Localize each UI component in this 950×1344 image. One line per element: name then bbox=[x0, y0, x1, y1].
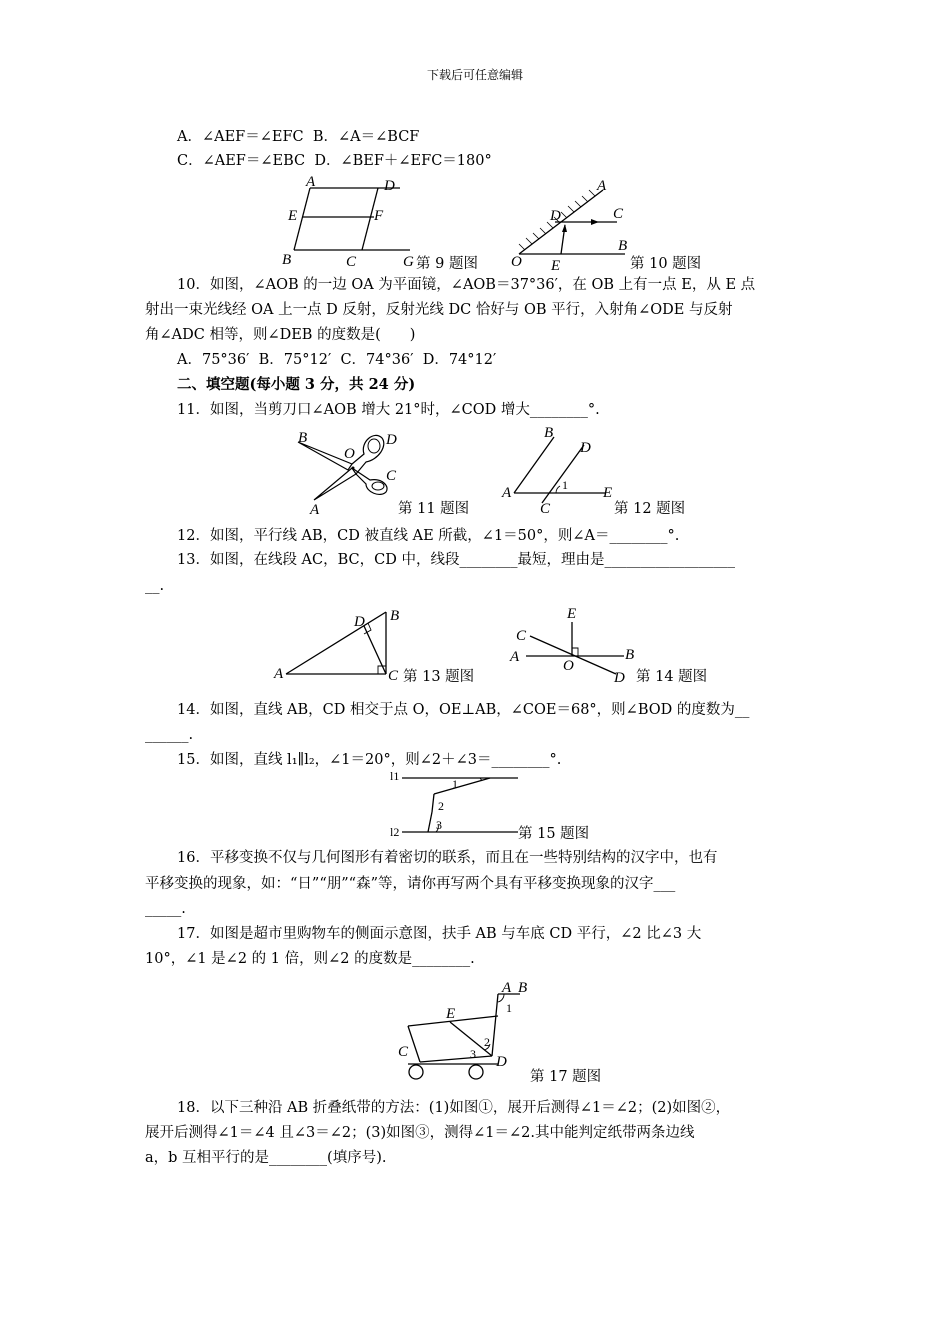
fig12-label-1: 1 bbox=[562, 478, 568, 492]
fig9-label-c: C bbox=[346, 254, 357, 270]
q9-options-ab: A．∠AEF＝∠EFC B．∠A＝∠BCF bbox=[177, 129, 420, 145]
fig17-label-d: D bbox=[496, 1054, 507, 1070]
fig17-label-b: B bbox=[518, 980, 528, 996]
q11-text: 11．如图，当剪刀口∠AOB 增大 21°时，∠COD 增大________°. bbox=[177, 402, 600, 418]
page-header: 下载后可任意编辑 bbox=[426, 68, 523, 82]
q16-line-2: 平移变换的现象，如：“日”“朋”“森”等，请你再写两个具有平移变换现象的汉字___ bbox=[145, 876, 676, 892]
fig17-label-e: E bbox=[446, 1006, 456, 1022]
q18-line-3: a，b 互相平行的是________(填序号). bbox=[145, 1150, 387, 1166]
fig9-label-g: G bbox=[403, 254, 414, 270]
q10-line-3: 角∠ADC 相等，则∠DEB 的度数是( ) bbox=[145, 327, 416, 343]
fig14-label-c: C bbox=[516, 628, 527, 644]
caption-fig12: 第 12 题图 bbox=[614, 501, 686, 517]
q13-line-2: __. bbox=[145, 578, 165, 594]
fig10-label-c: C bbox=[613, 206, 624, 222]
fig17-label-a: A bbox=[502, 980, 512, 996]
fig12-label-d: D bbox=[580, 440, 591, 456]
fig17-label-1: 1 bbox=[506, 1001, 512, 1015]
q18-line-1: 18．以下三种沿 AB 折叠纸带的方法：(1)如图①，展开后测得∠1＝∠2；(2)如图②， bbox=[177, 1100, 731, 1116]
fig12-label-c: C bbox=[540, 501, 551, 517]
fig11-label-b: B bbox=[298, 430, 308, 446]
fig12-label-e: E bbox=[603, 485, 613, 501]
caption-fig9: 第 9 题图 bbox=[416, 256, 478, 272]
q10-line-2: 射出一束光线经 OA 上一点 D 反射，反射光线 DC 恰好与 OB 平行，入射角∠ODE 与反射 bbox=[145, 302, 733, 318]
figure-13 bbox=[272, 604, 400, 686]
fig9-label-d: D bbox=[384, 178, 395, 194]
fig12-label-a: A bbox=[502, 485, 512, 501]
fig10-label-d: D bbox=[550, 208, 561, 224]
fig9-label-b: B bbox=[282, 252, 292, 268]
fig12-label-b: B bbox=[544, 425, 554, 441]
fig15-label-3: 3 bbox=[436, 818, 442, 832]
caption-fig14: 第 14 题图 bbox=[636, 669, 708, 685]
figure-12 bbox=[500, 425, 620, 515]
q10-line-1: 10．如图，∠AOB 的一边 OA 为平面镜，∠AOB＝37°36′，在 OB 上有一点 E，从 E 点 bbox=[177, 277, 756, 293]
fig11-label-d: D bbox=[386, 432, 397, 448]
caption-fig15: 第 15 题图 bbox=[518, 826, 590, 842]
caption-fig17: 第 17 题图 bbox=[530, 1069, 602, 1085]
caption-fig11: 第 11 题图 bbox=[398, 501, 470, 517]
fig11-label-a: A bbox=[310, 502, 320, 518]
fig11-label-c: C bbox=[386, 468, 397, 484]
fig9-label-f: F bbox=[374, 208, 384, 224]
q12-text: 12．如图，平行线 AB，CD 被直线 AE 所截，∠1＝50°，则∠A＝________°. bbox=[177, 528, 680, 544]
fig14-label-e: E bbox=[567, 606, 577, 622]
section-2-heading: 二、填空题(每小题 3 分，共 24 分) bbox=[177, 376, 416, 393]
fig14-label-o: O bbox=[563, 658, 574, 674]
fig11-label-o: O bbox=[344, 446, 355, 462]
q16-line-3: _____. bbox=[145, 901, 186, 917]
figure-15 bbox=[388, 768, 523, 848]
q9-options-cd: C．∠AEF＝∠EBC D．∠BEF＋∠EFC＝180° bbox=[177, 153, 492, 169]
fig9-label-a: A bbox=[306, 174, 316, 190]
figure-9 bbox=[280, 172, 420, 272]
fig15-label-1: 1 bbox=[452, 777, 458, 791]
fig10-label-b: B bbox=[618, 238, 628, 254]
fig14-label-b: B bbox=[625, 647, 635, 663]
caption-fig13: 第 13 题图 bbox=[403, 669, 475, 685]
q14-line-2: ______. bbox=[145, 727, 194, 743]
fig17-label-c: C bbox=[398, 1044, 409, 1060]
caption-fig10: 第 10 题图 bbox=[630, 256, 702, 272]
fig9-label-e: E bbox=[288, 208, 298, 224]
fig13-label-c: C bbox=[388, 668, 399, 684]
fig13-label-d: D bbox=[354, 614, 365, 630]
fig15-label-l1: l1 bbox=[390, 769, 400, 783]
fig17-label-2: 2 bbox=[484, 1035, 490, 1049]
q16-line-1: 16．平移变换不仅与几何图形有着密切的联系，而且在一些特别结构的汉字中，也有 bbox=[177, 850, 718, 866]
fig15-label-l2: l2 bbox=[390, 825, 400, 839]
q13-line-1: 13．如图，在线段 AC，BC，CD 中，线段________最短，理由是__________________ bbox=[177, 552, 735, 568]
fig10-label-a: A bbox=[597, 178, 607, 194]
q17-line-1: 17．如图是超市里购物车的侧面示意图，扶手 AB 与车底 CD 平行，∠2 比∠3 大 bbox=[177, 926, 702, 942]
figure-10 bbox=[505, 178, 635, 273]
figure-11 bbox=[290, 428, 410, 518]
fig10-label-e: E bbox=[551, 258, 561, 274]
q14-line-1: 14．如图，直线 AB，CD 相交于点 O，OE⊥AB，∠COE＝68°，则∠BOD 的度数为__ bbox=[177, 702, 750, 718]
q18-line-2: 展开后测得∠1＝∠4 且∠3＝∠2；(3)如图③，测得∠1＝∠2.其中能判定纸带两条边线 bbox=[145, 1125, 695, 1141]
fig15-label-2: 2 bbox=[438, 799, 444, 813]
figure-14 bbox=[508, 602, 635, 687]
q10-options: A．75°36′ B．75°12′ C．74°36′ D．74°12′ bbox=[177, 352, 497, 368]
fig13-label-a: A bbox=[274, 666, 284, 682]
q15-text: 15．如图，直线 l₁∥l₂，∠1＝20°，则∠2＋∠3＝________°. bbox=[177, 752, 562, 768]
q17-line-2: 10°，∠1 是∠2 的 1 倍，则∠2 的度数是________. bbox=[145, 951, 475, 967]
fig13-label-b: B bbox=[390, 608, 400, 624]
fig17-label-3: 3 bbox=[470, 1047, 476, 1061]
figure-17 bbox=[394, 978, 534, 1088]
fig14-label-a: A bbox=[510, 649, 520, 665]
fig14-label-d: D bbox=[614, 670, 625, 686]
fig10-label-o: O bbox=[511, 254, 522, 270]
